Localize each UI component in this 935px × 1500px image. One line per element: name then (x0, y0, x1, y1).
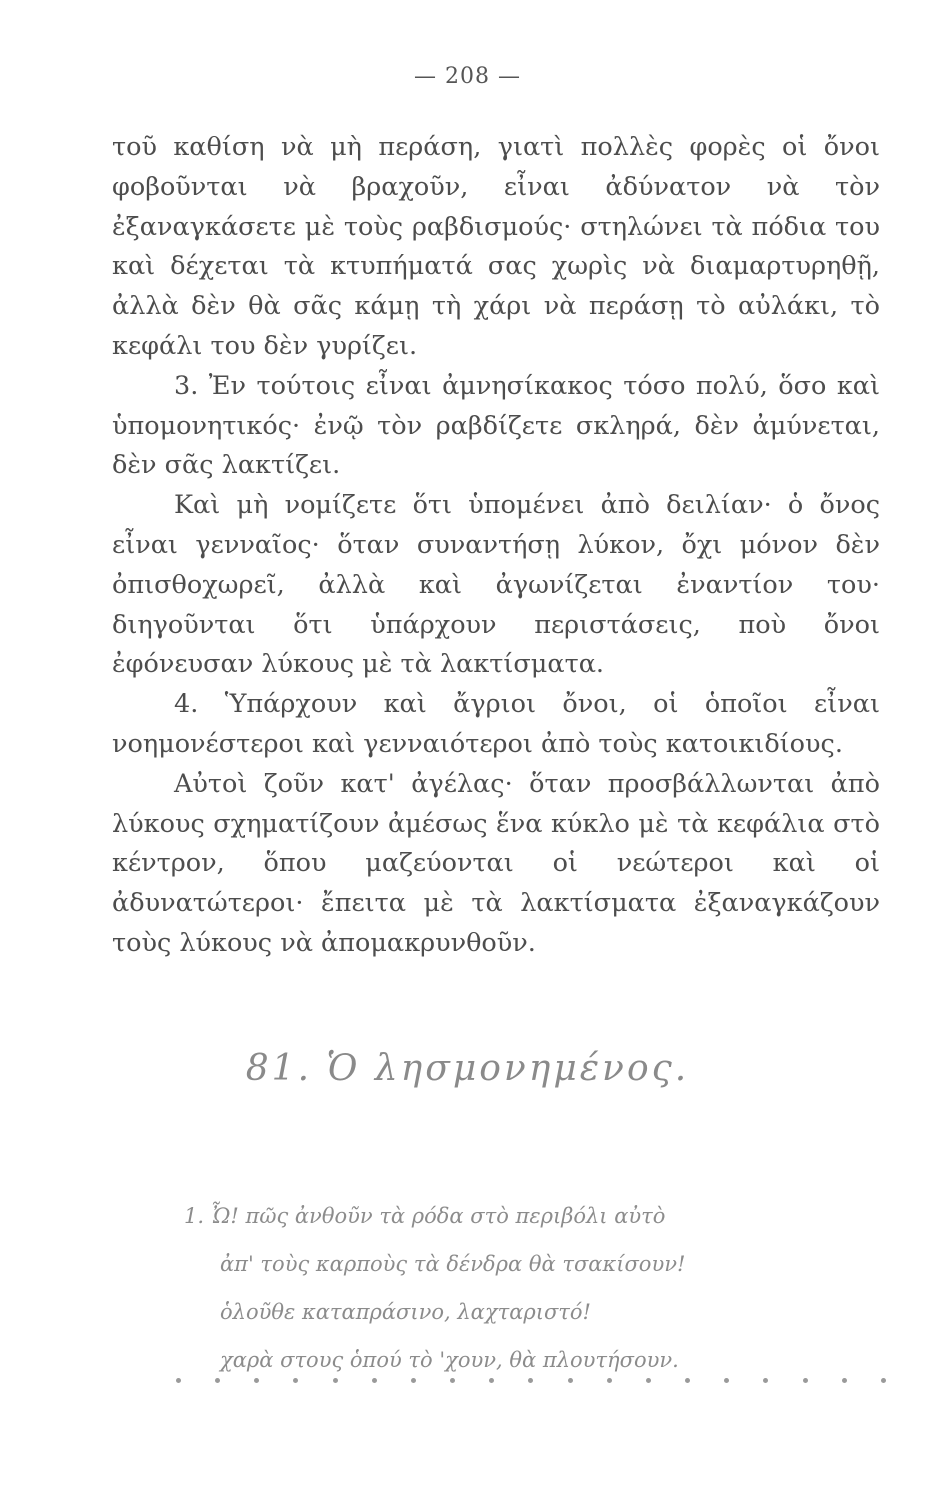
paragraph: 4. Ὑπάρχουν καὶ ἄγριοι ὄνοι, οἱ ὁποῖοι εἶναι νοημονέστεροι καὶ γενναιότεροι ἀπὸ τοὺς κατοικιδίους. (112, 689, 880, 759)
ellipsis-dot (763, 1378, 768, 1383)
ellipsis-dot (568, 1378, 573, 1383)
paragraph: 3. Ἐν τούτοις εἶναι ἀμνησίκακος τόσο πολύ, ὅσο καὶ ὑπομονητικός· ἐνῷ τὸν ραβδίζετε σκληρά, δὲν ἀμύνεται, δὲν σᾶς λακτίζει. (112, 370, 880, 481)
ellipsis-dot (881, 1378, 886, 1383)
ellipsis-dot (528, 1378, 533, 1383)
ellipsis-dot (685, 1378, 690, 1383)
paragraph: Αὐτοὶ ζοῦν κατ' ἀγέλας· ὅταν προσβάλλωνται ἀπὸ λύκους σχηματίζουν ἀμέσως ἕνα κύκλο μὲ τὰ κεφάλια στὸ κέντρον, ὅπου μαζεύονται οἱ νεώτεροι καὶ οἱ ἀδυνατώτεροι· ἔπειτα μὲ τὰ λακτίσματα ἐξαναγκάζουν τοὺς λύκους νὰ ἀπομακρυνθοῦν. (112, 768, 880, 958)
ellipsis-dot (333, 1378, 338, 1383)
poem-stanza (184, 1192, 864, 1384)
poem-line: ἀπ' τοὺς καρποὺς τὰ δένδρα θὰ τσακίσουν! (220, 1252, 686, 1276)
ellipsis-dot (215, 1378, 220, 1383)
paragraph: τοῦ καθίση νὰ μὴ περάση, γιατὶ πολλὲς φορὲς οἱ ὄνοι φοβοῦνται νὰ βραχοῦν, εἶναι ἀδύνατον νὰ τὸν ἐξαναγκάσετε μὲ τοὺς ραβδισμούς· στηλώνει τὰ πόδια του καὶ δέχεται τὰ κτυπήματά σας χωρὶς νὰ διαμαρτυρηθῇ, ἀλλὰ δὲν θὰ σᾶς κάμῃ τὴ χάρι νὰ περάσῃ τὸ αὐλάκι, τὸ κεφάλι του δὲν γυρίζει. (112, 132, 880, 361)
chapter-title: 81. Ὁ λησμονημένος. (245, 1048, 690, 1089)
ellipsis-dot (254, 1378, 259, 1383)
prose-body (112, 128, 880, 964)
poem-line: χαρὰ στους ὁπού τὸ 'χουν, θὰ πλουτήσουν. (220, 1348, 679, 1372)
ellipsis-dot (646, 1378, 651, 1383)
ellipsis-dot (411, 1378, 416, 1383)
ellipsis-dot (803, 1378, 808, 1383)
ellipsis-dot (450, 1378, 455, 1383)
paragraph: Καὶ μὴ νομίζετε ὅτι ὑπομένει ἀπὸ δειλίαν· ὁ ὄνος εἶναι γενναῖος· ὅταν συναντήσῃ λύκον, ὄχι μόνον δὲν ὀπισθοχωρεῖ, ἀλλὰ καὶ ἀγωνίζεται ἐναντίον του· διηγοῦνται ὅτι ὑπάρχουν περιστάσεις, ποὺ ὄνοι ἐφόνευσαν λύκους μὲ τὰ λακτίσματα. (112, 490, 880, 680)
poem-line: 1. Ὦ! πῶς ἀνθοῦν τὰ ρόδα στὸ περιβόλι αὐτὸ (184, 1204, 666, 1228)
ellipsis-dot (293, 1378, 298, 1383)
ellipsis-dot (372, 1378, 377, 1383)
ellipsis-dot (607, 1378, 612, 1383)
poem-line: ὁλοῦθε καταπράσινο, λαχταριστό! (220, 1300, 591, 1324)
ellipsis-dot (842, 1378, 847, 1383)
page-number: — 208 — (414, 64, 521, 89)
ellipsis-dot (176, 1378, 181, 1383)
ellipsis-dot-row (176, 1378, 886, 1383)
ellipsis-dot (489, 1378, 494, 1383)
ellipsis-dot (724, 1378, 729, 1383)
